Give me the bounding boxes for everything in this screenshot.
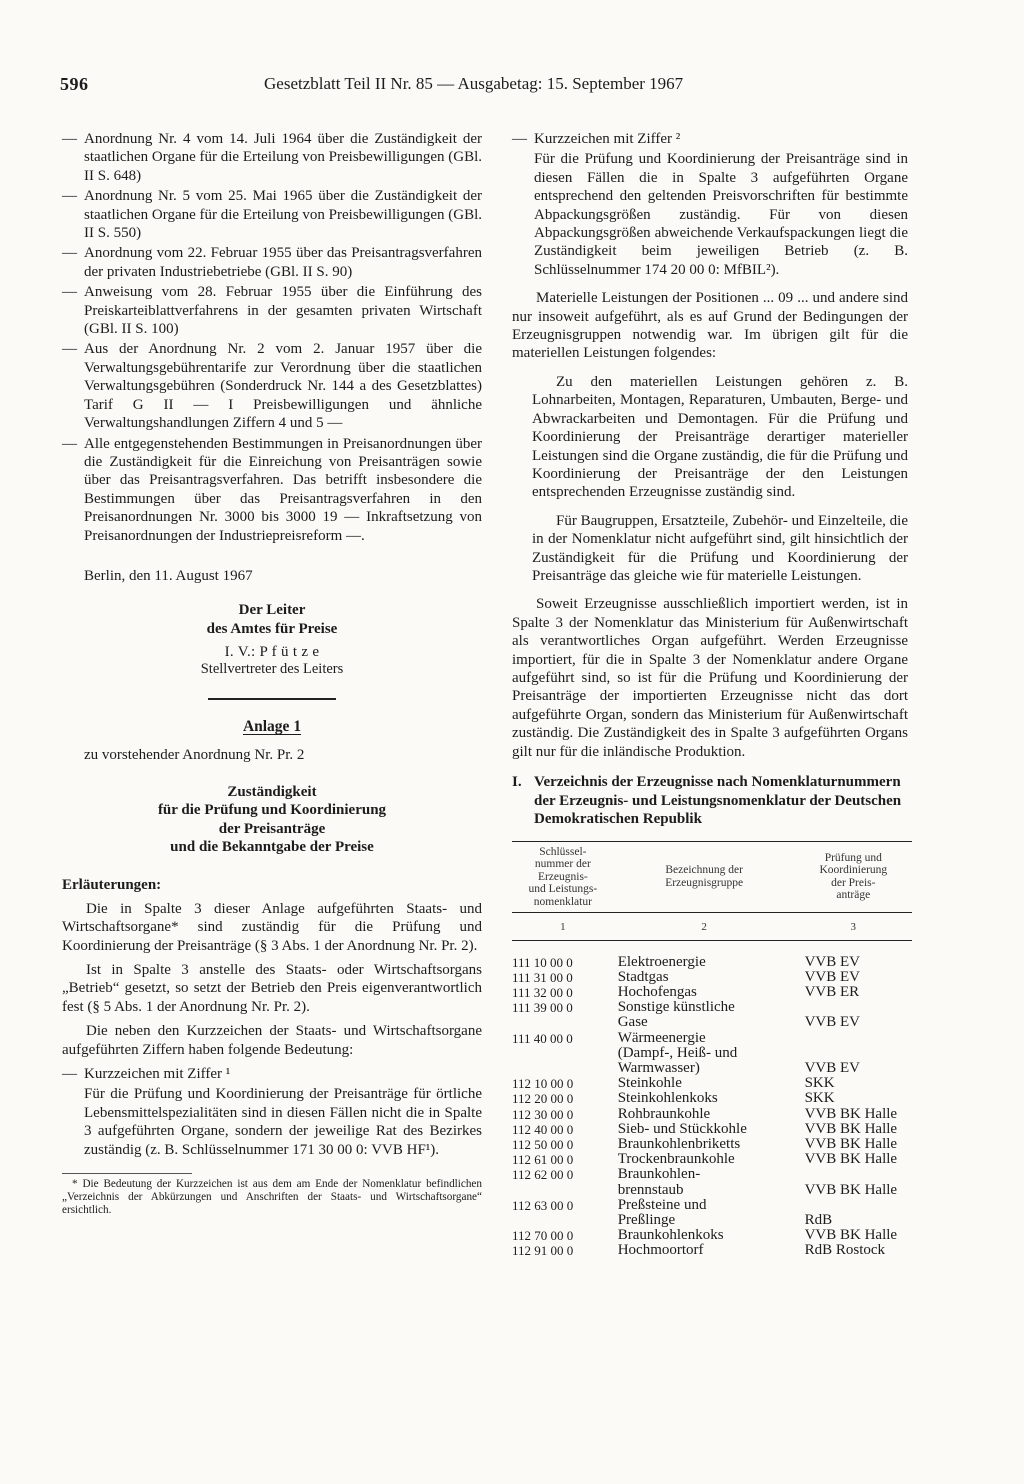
dash-marker: —: [62, 1066, 77, 1082]
list-heading: [512, 773, 908, 829]
table-row: [512, 970, 912, 985]
repealed-provision-item: [62, 435, 482, 545]
responsible-organ-cell: VVB BK Halle: [804, 1227, 898, 1244]
repealed-provision-text: Alle entgegenstehenden Bestimmungen in Preisanordnungen über die Zuständigkeit für die Einreichung von Preisanträgen sowie über das Preisantragsverfahren. Das betrifft insbesondere die Bestimmungen über das Preisantragsverfahren in den Preisanordnungen Nr. 3000 bis 3000 19 — Inkraftsetzung von Preisanordnungen der Industriepreisreform —.: [84, 435, 482, 544]
repealed-provisions-list: [62, 130, 482, 545]
explanation-paragraph: Die in Spalte 3 dieser Anlage aufgeführten Staats- und Wirtschaftsorgane* sind zuständig für die Prüfung und Koordinierung der Preisanträge (§ 3 Abs. 1 der Anordnung Nr. Pr. 2).: [62, 900, 482, 954]
table-row: [512, 1228, 912, 1243]
left-column: [62, 130, 482, 1217]
repealed-provision-text: Anordnung Nr. 4 vom 14. Juli 1964 über die Zuständigkeit der staatlichen Organe für die Erteilung von Preisbewilligungen (GBl. II S. 648): [84, 131, 482, 184]
table-row: [512, 1152, 912, 1167]
responsible-organ-cell: SKK: [804, 1090, 835, 1107]
product-group-cell: Sonstige künstliche Gase: [617, 999, 735, 1031]
table-row: [512, 1137, 912, 1152]
table-row: [512, 985, 912, 1000]
key-number-cell: 112 40 00 0: [512, 1121, 574, 1137]
product-group-cell: Wärmeenergie (Dampf-, Heiß- und Warmwasser): [617, 1029, 738, 1076]
key-number-cell: 112 61 00 0: [512, 1152, 574, 1168]
annex-title: Anlage 1: [242, 718, 302, 736]
responsible-organ-cell: SKK: [804, 1075, 835, 1092]
product-group-cell: Hochmoortorf: [617, 1242, 704, 1259]
responsible-organ-cell: VVB BK Halle: [804, 1181, 898, 1198]
signature-block: [62, 601, 482, 678]
signature-role: Stellvertreter des Leiters: [200, 661, 344, 678]
key-number-cell: 112 63 00 0: [512, 1197, 574, 1213]
key-number-cell: 112 20 00 0: [512, 1091, 574, 1107]
repealed-provision-text: Anordnung vom 22. Februar 1955 über das Preisantragsverfahren der privaten Industriebetriebe (GBl. II S. 90): [84, 245, 482, 280]
column-number: 1: [512, 913, 614, 941]
column-number: 2: [614, 913, 795, 941]
abbreviation-2-text: Für die Prüfung und Koordinierung der Preisanträge sind in diesen Fällen die in Spalte 3 aufgeführten Organe entsprechend den geltenden Preisvorschriften für bestimmte Abpackungsgrößen zuständig. Für von diesen Abpackungsgrößen abweichende Verkaufspackungen liegt die Zuständigkeit beim jeweiligen Betrieb (z. B. Schlüsselnummer 174 20 00 0: MfBIL²).: [534, 151, 908, 278]
list-heading-text: Verzeichnis der Erzeugnisse nach Nomenklaturnummern der Erzeugnis- und Leistungsnomenklatur der Deutschen Demokratischen Republik: [534, 774, 902, 827]
key-number-cell: 112 91 00 0: [512, 1243, 574, 1259]
key-number-cell: 111 10 00 0: [512, 954, 573, 970]
abbreviation-1-heading: — Kurzzeichen mit Ziffer ¹: [62, 1066, 231, 1082]
responsible-organ-cell: VVB BK Halle: [804, 1120, 898, 1137]
header-title: Gesetzblatt Teil II Nr. 85 — Ausgabetag: 15. September 1967: [264, 74, 684, 93]
explanation-paragraph: Die neben den Kurzzeichen der Staats- und Wirtschaftsorgane aufgeführten Ziffern haben folgende Bedeutung:: [62, 1023, 482, 1058]
page-header: [60, 74, 760, 98]
signature-name: I. V.: P f ü t z e: [224, 644, 320, 661]
column-header-product-group: Bezeichnung der Erzeugnisgruppe: [614, 841, 795, 913]
table-row: [512, 1031, 912, 1077]
table-row: [512, 1198, 912, 1228]
competence-title: Zuständigkeit für die Prüfung und Koordinierung der Preisanträge und die Bekanntgabe der Preise: [157, 783, 387, 856]
nomenclature-table: [512, 841, 912, 1259]
responsible-organ-cell: VVB BK Halle: [804, 1135, 898, 1152]
repealed-provision-text: Anordnung Nr. 5 vom 25. Mai 1965 über die Zuständigkeit der staatlichen Organe für die Erteilung von Preisbewilligungen (GBl. II S. 550): [84, 188, 482, 242]
product-group-cell: Steinkohlenkoks: [617, 1090, 718, 1107]
product-group-cell: Sieb- und Stückkohle: [617, 1120, 747, 1137]
key-number-cell: 111 40 00 0: [512, 1030, 573, 1046]
product-group-cell: Steinkohle: [617, 1075, 682, 1092]
key-number-cell: 111 31 00 0: [512, 969, 573, 985]
responsible-organ-cell: VVB EV: [804, 968, 861, 985]
key-number-cell: 112 30 00 0: [512, 1106, 574, 1122]
product-group-cell: Trockenbraunkohle: [617, 1151, 735, 1168]
repealed-provision-item: [62, 187, 482, 242]
column-header-key-number: Schlüssel- nummer der Erzeugnis- und Leistungs- nomenklatur: [512, 841, 614, 913]
import-paragraph: Soweit Erzeugnisse ausschließlich importiert werden, ist in Spalte 3 der Nomenklatur das Ministerium für Außenwirtschaft als verantwortliches Organ aufgeführt. Werden Erzeugnisse importiert, für die in Spalte 3 der Nomenklatur andere Organe aufgeführt sind, so ist für die Prüfung und Koordinierung der Preisanträge der importierten Erzeugnisse nicht das dort aufgeführte Organ, sondern das Ministerium für Außenwirtschaft zuständig. Die Zuständigkeit des in Spalte 3 aufgeführten Organs gilt nur für die inländische Produktion.: [512, 596, 908, 760]
section-divider: [208, 698, 336, 700]
dash-marker: —: [512, 131, 527, 147]
table-row: [512, 940, 912, 970]
key-number-cell: 112 10 00 0: [512, 1076, 574, 1092]
dash-marker: —: [62, 284, 77, 301]
abbreviation-2-heading: — Kurzzeichen mit Ziffer ²: [512, 131, 681, 147]
dash-marker: —: [62, 131, 77, 147]
page-number: 596: [60, 74, 89, 94]
product-group-cell: Elektroenergie: [617, 953, 706, 970]
place-date: Berlin, den 11. August 1967: [84, 567, 253, 584]
repealed-provision-item: [62, 130, 482, 185]
dash-marker: —: [62, 435, 77, 452]
repealed-provision-item: [62, 340, 482, 432]
table-row: [512, 1000, 912, 1030]
explanations-heading: Erläuterungen:: [62, 876, 162, 893]
key-number-cell: 111 39 00 0: [512, 1000, 573, 1016]
product-group-cell: Stadtgas: [617, 968, 669, 985]
table-row: [512, 1091, 912, 1106]
table-row: [512, 1076, 912, 1091]
key-number-cell: 112 70 00 0: [512, 1228, 574, 1244]
responsible-organ-cell: VVB EV: [804, 1014, 861, 1031]
signature-title-line2: des Amtes für Preise: [206, 621, 338, 638]
table-row: [512, 1122, 912, 1137]
table-row: [512, 1243, 912, 1258]
right-column: [512, 130, 908, 1259]
repealed-provision-item: [62, 244, 482, 281]
list-heading-number: I.: [512, 774, 522, 790]
product-group-cell: Preßsteine und Preßlinge: [617, 1196, 707, 1228]
responsible-organ-cell: RdB Rostock: [804, 1242, 886, 1259]
repealed-provision-item: [62, 283, 482, 338]
indented-block: [512, 373, 908, 585]
product-group-cell: Braunkohlenbriketts: [617, 1135, 741, 1152]
key-number-cell: 112 50 00 0: [512, 1136, 574, 1152]
responsible-organ-cell: VVB BK Halle: [804, 1105, 898, 1122]
footnote-rule: [62, 1173, 192, 1174]
repealed-provision-text: Anweisung vom 28. Februar 1955 über die Einführung des Preiskarteiblattverfahrens in der gesamten privaten Wirtschaft (GBl. II S. 100): [84, 284, 482, 338]
product-group-cell: Rohbraunkohle: [617, 1105, 711, 1122]
material-services-paragraph: Materielle Leistungen der Positionen ... 09 ... und andere sind nur insoweit aufgeführt, als es auf Grund der Bedingungen der Erzeugnisgruppen notwendig war. Im übrigen gilt für die materiellen Leistungen folgendes:: [512, 290, 908, 362]
indented-paragraph: Für Baugruppen, Ersatzteile, Zubehör- und Einzelteile, die in der Nomenklatur nicht aufgeführt sind, gilt hinsichtlich der Zuständigkeit für die Prüfung und Koordinierung der Preisanträge das gleiche wie für materielle Leistungen.: [532, 512, 908, 584]
dash-marker: —: [62, 188, 77, 205]
responsible-organ-cell: VVB EV: [804, 1059, 861, 1076]
column-header-responsible-organ: Prüfung und Koordinierung der Preis- anträge: [795, 841, 912, 913]
responsible-organ-cell: RdB: [804, 1211, 833, 1228]
indented-paragraph: Zu den materiellen Leistungen gehören z. B. Lohnarbeiten, Montagen, Reparaturen, Umbauten, Berge- und Abwrackarbeiten und Demontagen. Für die Prüfung und Koordinierung der Preisanträge derartiger materieller Leistungen sind die Organe zuständig, die für die Prüfung und Koordinierung der Preisanträge der den Leistungen entsprechenden Erzeugnisse zuständig sind.: [532, 373, 908, 501]
dash-marker: —: [62, 245, 77, 262]
column-number: 3: [795, 913, 912, 941]
table-body: [512, 940, 912, 1259]
abbreviation-1-text: Für die Prüfung und Koordinierung der Preisanträge für örtliche Lebensmittelspezialitäten sind in diesen Fällen nicht die in Spalte 3 aufgeführten Organe, sondern der jeweilige Rat des Bezirkes zuständig (z. B. Schlüsselnummer 171 30 00 0: VVB HF¹).: [84, 1086, 482, 1158]
key-number-cell: 112 62 00 0: [512, 1167, 574, 1183]
product-group-cell: Braunkohlen- brennstaub: [617, 1166, 701, 1198]
key-number-cell: 111 32 00 0: [512, 984, 573, 1000]
explanation-paragraph: Ist in Spalte 3 anstelle des Staats- oder Wirtschaftsorgans „Betrieb“ gesetzt, so setzt der Betrieb den Preis eigenverantwortlich fest (§ 5 Abs. 1 der Anordnung Nr. Pr. 2).: [62, 961, 482, 1015]
responsible-organ-cell: VVB BK Halle: [804, 1151, 898, 1168]
repealed-provision-text: Aus der Anordnung Nr. 2 vom 2. Januar 1957 über die Verwaltungsgebührentarife zur Verordnung über die staatlichen Verwaltungsgebühren (Sonderdruck Nr. 144 a des Gesetzblattes) Tarif G II — I Preisbewilligungen und ähnliche Verwaltungshandlungen Ziffern 4 und 5 —: [84, 341, 482, 432]
footnote: * Die Bedeutung der Kurzzeichen ist aus dem am Ende der Nomenklatur befindlichen „Verzeichnis der Abkürzungen und Anschriften der Staats- und Wirtschaftsorgane“ ersichtlich.: [62, 1178, 482, 1217]
dash-marker: —: [62, 341, 77, 358]
product-group-cell: Hochofengas: [617, 983, 697, 1000]
product-group-cell: Braunkohlenkoks: [617, 1227, 724, 1244]
annex-subtitle: zu vorstehender Anordnung Nr. Pr. 2: [84, 747, 305, 764]
table-row: [512, 1167, 912, 1197]
responsible-organ-cell: VVB ER: [804, 983, 860, 1000]
table-row: [512, 1107, 912, 1122]
signature-title-line1: Der Leiter: [238, 602, 306, 619]
responsible-organ-cell: VVB EV: [804, 953, 861, 970]
